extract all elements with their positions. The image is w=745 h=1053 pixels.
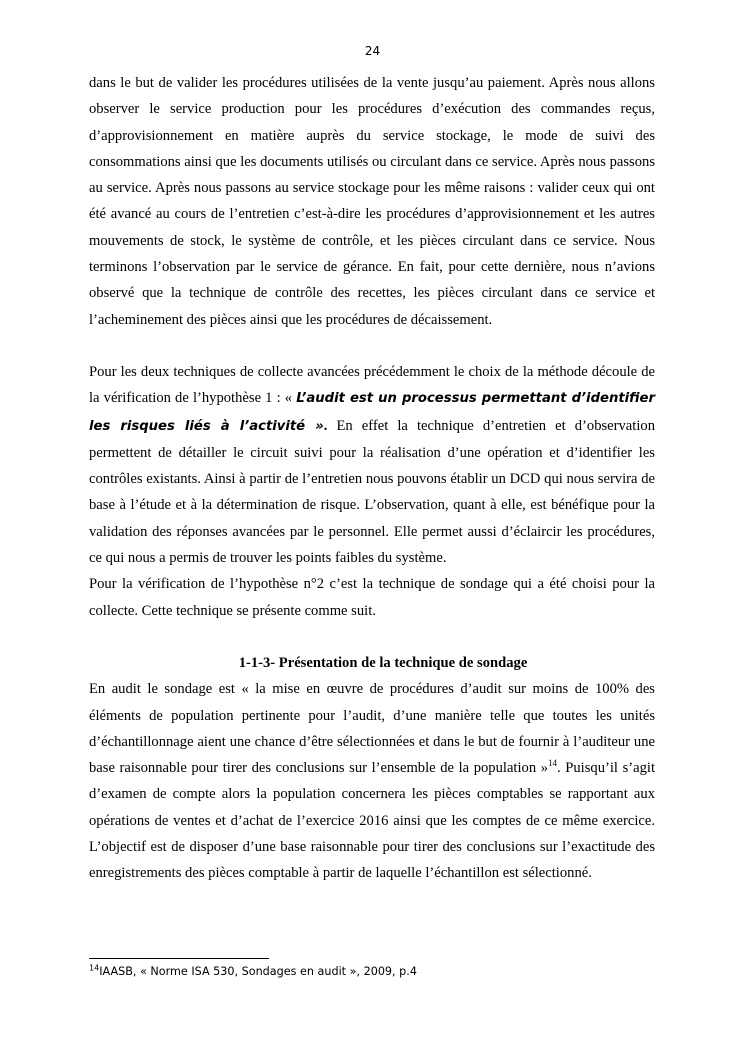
hypothesis-1-period: .: [323, 417, 328, 434]
sampling-definition-rest: . Puisqu’il s’agit d’examen de compte alors la population concernera les pièces comptables se rapportant aux opérations de ventes et d’achat de l’exercice 2016 ainsi que les comptes de ce même exercice. L’objectif est de disposer d’une base raisonnable pour tirer des conclusions sur l’exactitude des enregistrements des pièces comptable à partir de laquelle l’échantillon est sélectionné.: [89, 760, 655, 882]
document-body: [89, 70, 655, 887]
footnote: [89, 965, 417, 978]
footnote-reference[interactable]: 14: [548, 758, 558, 769]
footnote-separator: [89, 958, 269, 959]
hypothesis-1-quote: L’audit est un processus permettant d’identifier les risques liés à l’activité »: [89, 391, 656, 434]
footnote-number: 14: [89, 963, 100, 973]
footnote-text: IAASB, « Norme ISA 530, Sondages en audit », 2009, p.4: [99, 965, 417, 978]
section-heading: 1-1-3- Présentation de la technique de sondage: [238, 654, 528, 671]
paragraph-observation-services: dans le but de valider les procédures utilisées de la vente jusqu’au paiement. Après nous allons observer le service production pour les procédures d’exécution des commandes reçus, d’approvisionnement en matière auprès du service stockage, le mode de suivi des consommations ainsi que les documents utilisés ou circulant dans ce service. Après nous passons au service. Après nous passons au service stockage pour les même raisons : valider ceux qui ont été avancé au cours de l’entretien c’est-à-dire les procédures d’approvisionnement et les autres mouvements de stock, le système de contrôle, et les pièces circulant dans ce service. Nous terminons l’observation par le service de gérance. En fait, pour cette dernière, nous n’avions observé que la technique de contrôle des recettes, les pièces circulant dans ce service et l’acheminement des pièces ainsi que les procédures de décaissement.: [89, 75, 655, 328]
paragraph-spacer: [89, 333, 655, 359]
paragraph-sampling-definition: [89, 676, 655, 886]
paragraph-hypothesis-1-rest: En effet la technique d’entretien et d’observation permettent de détailler le circuit suivi pour la réalisation d’une opération et d’identifier les contrôles existants. Ainsi à partir de l’entretien nous pouvons établir un DCD qui nous servira de base à l’étude et à la détermination de risque. L’observation, quant à elle, est bénéfique pour la validation des réponses avancées par le personnel. Elle permet aussi d’éclaircir les procédures, ce qui nous a permis de trouver les points faibles du système.: [89, 417, 655, 567]
sampling-definition-quote: En audit le sondage est « la mise en œuvre de procédures d’audit sur moins de 100% des éléments de population pertinente pour l’audit, d’une manière telle que toutes les unités d’échantillonnage aient une chance d’être sélectionnées et dans le but de fournir à l’auditeur une base raisonnable pour tirer des conclusions sur l’ensemble de la population »: [89, 681, 655, 777]
paragraph-hypothesis-1-intro: Pour les deux techniques de collecte avancées précédemment le choix de la méthode découle de la vérification de l’hypothèse 1 : «: [89, 363, 655, 407]
paragraph-hypothesis-1: [89, 359, 655, 571]
page-number: 24: [364, 44, 381, 58]
paragraph-spacer: [89, 624, 655, 650]
paragraph-hypothesis-2: Pour la vérification de l’hypothèse n°2 c’est la technique de sondage qui a été choisi pour la collecte. Cette technique se présente comme suit.: [89, 576, 655, 619]
